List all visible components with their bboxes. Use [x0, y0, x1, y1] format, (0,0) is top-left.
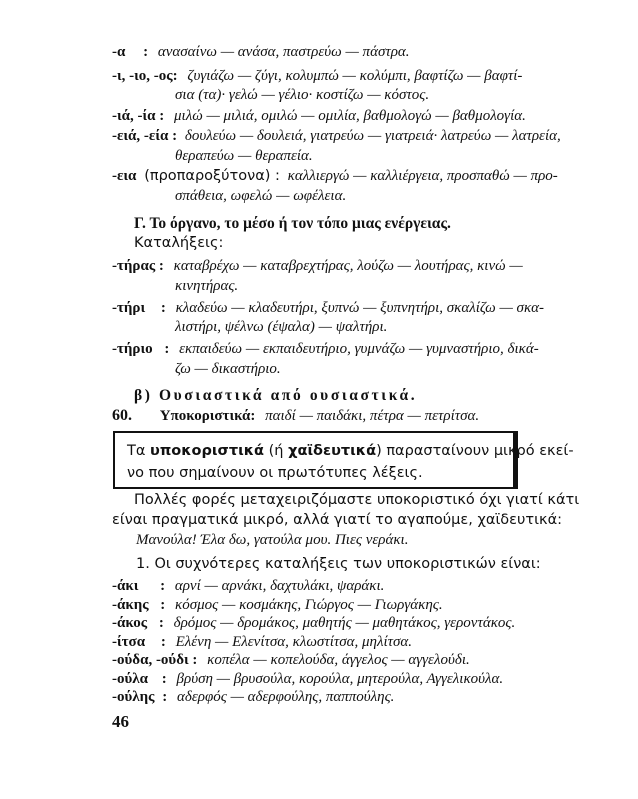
row-suffix-tirio — [112, 340, 539, 358]
suffix-label: -τήριο — [112, 341, 153, 358]
list-intro: 1. Οι συχνότερες καταλήξεις των υποκοριστικών είναι: — [136, 556, 541, 573]
example-text: κοπέλα — κοπελούδα, άγγελος — αγγελούδι. — [207, 652, 470, 669]
suffix-colon: : — [160, 596, 166, 613]
ending-row — [112, 670, 503, 688]
row-suffix-ia — [112, 107, 526, 125]
example-text: εκπαιδεύω — εκπαιδευτήριο, γυμνάζω — γυμναστήριο, δικά- — [179, 341, 539, 358]
suffix-label: -α — [112, 44, 126, 60]
term-label: Υποκοριστικά: — [159, 408, 256, 425]
example-text: θεραπεύω — θεραπεία. — [175, 147, 313, 164]
suffix-label: -ίτσα — [112, 633, 146, 650]
suffix-label: -τήρι — [112, 300, 146, 317]
ending-row — [112, 577, 384, 595]
suffix-colon: : — [160, 578, 166, 595]
suffix-label: -ιά, -ία : — [112, 108, 165, 125]
row-continuation — [175, 360, 281, 378]
example-text: βρύση — βρυσούλα, κορούλα, μητερούλα, Αγγελικούλα. — [176, 670, 504, 687]
row-suffix-eia-proparoxytona — [112, 167, 558, 185]
definition-term: χαϊδευτικά — [288, 443, 377, 460]
example-text: μιλώ — μιλιά, ομιλώ — ομιλία, βαθμολογώ — βαθμολογία. — [174, 108, 526, 125]
example-text: κλαδεύω — κλαδευτήρι, ξυπνώ — ξυπνητήρι, σκαλίζω — σκα- — [175, 300, 545, 317]
suffix-label: -άκος — [112, 615, 148, 632]
definition-text: Τα — [127, 443, 151, 460]
example-text: λιστήρι, ψέλνω (έψαλα) — ψαλτήρι. — [175, 319, 388, 336]
suffix-label: -άκι — [112, 578, 139, 595]
row-continuation — [175, 318, 387, 336]
body-paragraph: Πολλές φορές μεταχειριζόμαστε υποκοριστικό όχι γιατί κάτι — [134, 491, 580, 508]
row-continuation — [175, 147, 313, 165]
suffix-label: -ούλης — [112, 689, 155, 706]
ending-row — [112, 633, 412, 651]
page-number: 46 — [112, 712, 129, 731]
body-paragraph: είναι πραγματικά μικρό, αλλά γιατί το αγαπούμε, χαϊδευτικά: — [112, 512, 563, 529]
example-text: σπάθεια, ωφελώ — ωφέλεια. — [175, 188, 347, 205]
row-continuation — [175, 86, 429, 104]
suffix-colon: : — [160, 633, 166, 650]
example-text: σια (τα)· γελώ — γέλιο· κοστίζω — κόστος. — [175, 87, 430, 104]
suffix-label: -τήρας : — [112, 257, 164, 274]
example-text: ζυγιάζω — ζύγι, κολυμπώ — κολύμπι, βαφτίζω — βαφτί- — [187, 67, 523, 84]
suffix-label: -ι, -ιο, -ος: — [112, 67, 178, 84]
row-continuation — [175, 187, 346, 205]
paragraph-60 — [112, 407, 479, 425]
example-text: κινητήρας. — [175, 278, 239, 295]
example-text: καλλιεργώ — καλλιέργεια, προσπαθώ — προ- — [287, 168, 558, 185]
section-subheading: Καταλήξεις: — [134, 234, 224, 251]
definition-line-1 — [127, 442, 574, 460]
ending-row — [112, 688, 394, 706]
row-suffix-tiri — [112, 299, 544, 317]
example-text: καταβρέχω — καταβρεχτήρας, λούζω — λουτήρας, κινώ — — [173, 257, 523, 274]
ending-row — [112, 614, 515, 632]
section-heading: Γ. Το όργανο, το μέσο ή τον τόπο μιας ενέργειας. — [134, 214, 451, 232]
suffix-colon: : — [158, 615, 164, 632]
suffix-note: (προπαροξύτονα) : — [144, 168, 280, 185]
example-text: παιδί — παιδάκι, πέτρα — πετρίτσα. — [265, 408, 480, 425]
example-text: αδερφός — αδερφούλης, παππούλης. — [177, 689, 395, 706]
example-text: ζω — δικαστήριο. — [175, 360, 281, 377]
suffix-colon: : — [164, 341, 170, 358]
example-text: αρνί — αρνάκι, δαχτυλάκι, ψαράκι. — [174, 578, 385, 595]
suffix-colon: : — [160, 300, 166, 317]
example-text: Ελένη — Ελενίτσα, κλωστίτσα, μηλίτσα. — [175, 633, 413, 650]
suffix-colon: : — [161, 670, 167, 687]
definition-text: ) παρασταίνουν μικρό εκεί- — [376, 443, 574, 460]
row-continuation — [175, 277, 238, 295]
suffix-label: -άκης — [112, 596, 149, 613]
example-text: δουλεύω — δουλειά, γιατρεύω — γιατρειά· λατρεύω — λατρεία, — [184, 127, 561, 144]
suffix-colon: : — [162, 689, 168, 706]
row-suffix-tiras — [112, 257, 523, 275]
definition-term: υποκοριστικά — [150, 443, 265, 460]
suffix-label: -εια — [112, 168, 137, 185]
suffix-label: -ειά, -εία : — [112, 127, 178, 144]
example-text: κόσμος — κοσμάκης, Γιώργος — Γιωργάκης. — [175, 596, 443, 613]
row-suffix-i-io-os — [112, 67, 522, 85]
suffix-label: -ούδα, -ούδι : — [112, 652, 198, 669]
ending-row — [112, 651, 470, 669]
example-text: ανασαίνω — ανάσα, παστρεύω — πάστρα. — [157, 44, 410, 60]
example-text: δρόμος — δρομάκος, μαθητής — μαθητάκος, γεροντάκος. — [173, 615, 516, 632]
section-heading: β) Ουσιαστικά από ουσιαστικά. — [134, 387, 418, 405]
suffix-colon: : — [143, 44, 149, 60]
suffix-label: -ούλα — [112, 670, 149, 687]
definition-line-2: νο που σημαίνουν οι πρωτότυπες λέξεις. — [127, 465, 423, 482]
ending-row — [112, 596, 443, 614]
definition-box — [113, 431, 574, 489]
example-sentence: Μανούλα! Έλα δω, γατούλα μου. Πιες νεράκι. — [136, 532, 409, 549]
definition-text: (ή — [264, 443, 289, 460]
paragraph-number: 60. — [112, 407, 132, 425]
row-suffix-a — [112, 43, 410, 61]
row-suffix-eia — [112, 127, 561, 145]
